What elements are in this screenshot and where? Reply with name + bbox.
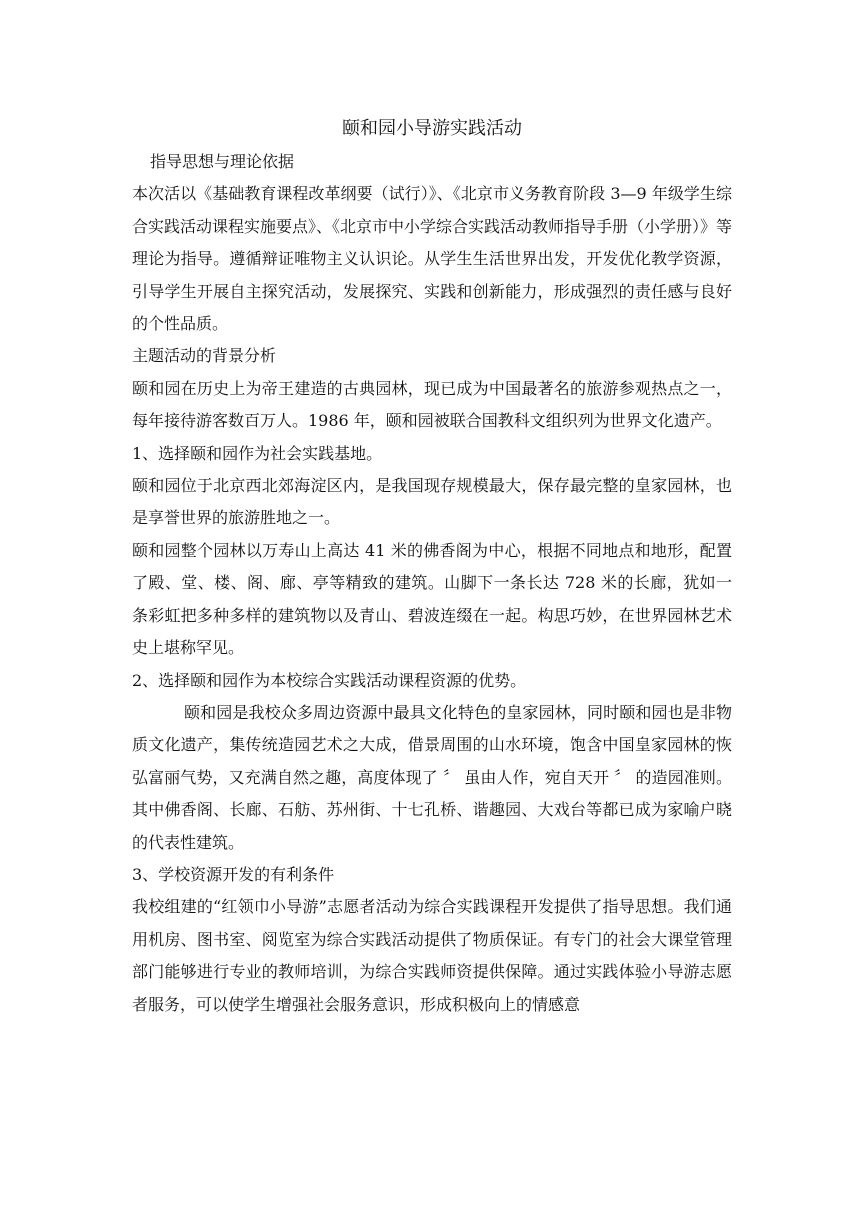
paragraph-advantages: 颐和园是我校众多周边资源中最具文化特色的皇家园林，同时颐和园也是非物质文化遗产，集传统造园艺术之大成，借景周围的山水环境，饱含中国皇家园林的恢弘富丽气势，又充满自然之趣，高度体现了 〞 虽由人作，宛自天开 〞 的造园准则。其中佛香阁、长廊、石舫、苏州街、十七孔桥、谐趣园、大戏台等都已成为家喻户晓的代表性建筑。 [132,702,732,852]
paragraph-conditions: 我校组建的“红领巾小导游”志愿者活动为综合实践课程开发提供了指导思想。我们通用机房、图书室、阅览室为综合实践活动提供了物质保证。有专门的社会大课堂管理部门能够进行专业的教师培训，为综合实践师资提供保障。通过实践体验小导游志愿者服务，可以使学生增强社会服务意识，形成积极向上的情感意 [132,897,732,1014]
paragraph-background: 颐和园在历史上为帝王建造的古典园林，现已成为中国最著名的旅游参观热点之一，每年接待游客数百万人。1986 年，颐和园被联合国教科文组织列为世界文化遗产。 [132,378,732,431]
list-item-heading-2: 2、选择颐和园作为本校综合实践活动课程资源的优势。 [132,670,527,690]
paragraph-theory-basis: 本次活以《基础教育课程改革纲要（试行）》、《北京市义务教育阶段 3—9 年级学生综合实践活动课程实施要点》、《北京市中小学综合实践活动教师指导手册（小学册）》等理论为指导。遵循辩证唯物主义认识论。从学生生活世界出发，开发优化教学资源，引导学生开展自主探究活动，发展探究、实践和创新能力，形成强烈的责任感与良好的个性品质。 [132,184,733,334]
list-item-heading-3: 3、学校资源开发的有利条件 [132,864,335,884]
document-title: 颐和园小导游实践活动 [342,118,522,139]
paragraph-layout: 颐和园整个园林以万寿山上高达 41 米的佛香阁为中心，根据不同地点和地形，配置了殿、堂、楼、阁、廊、亭等精致的建筑。山脚下一条长达 728 米的长廊，犹如一条彩虹把多种多样的建筑物以及青山、碧波连缀在一起。构思巧妙，在世界园林艺术史上堪称罕见。 [132,540,732,658]
section-heading-guiding-thought: 指导思想与理论依据 [150,152,295,171]
list-item-heading-1: 1、选择颐和园作为社会实践基地。 [132,443,383,463]
document-body [132,112,732,1021]
section-heading-background: 主题活动的背景分析 [132,346,277,366]
paragraph-location: 颐和园位于北京西北郊海淀区内，是我国现存规模最大，保存最完整的皇家园林，也是享誉世界的旅游胜地之一。 [132,476,732,528]
